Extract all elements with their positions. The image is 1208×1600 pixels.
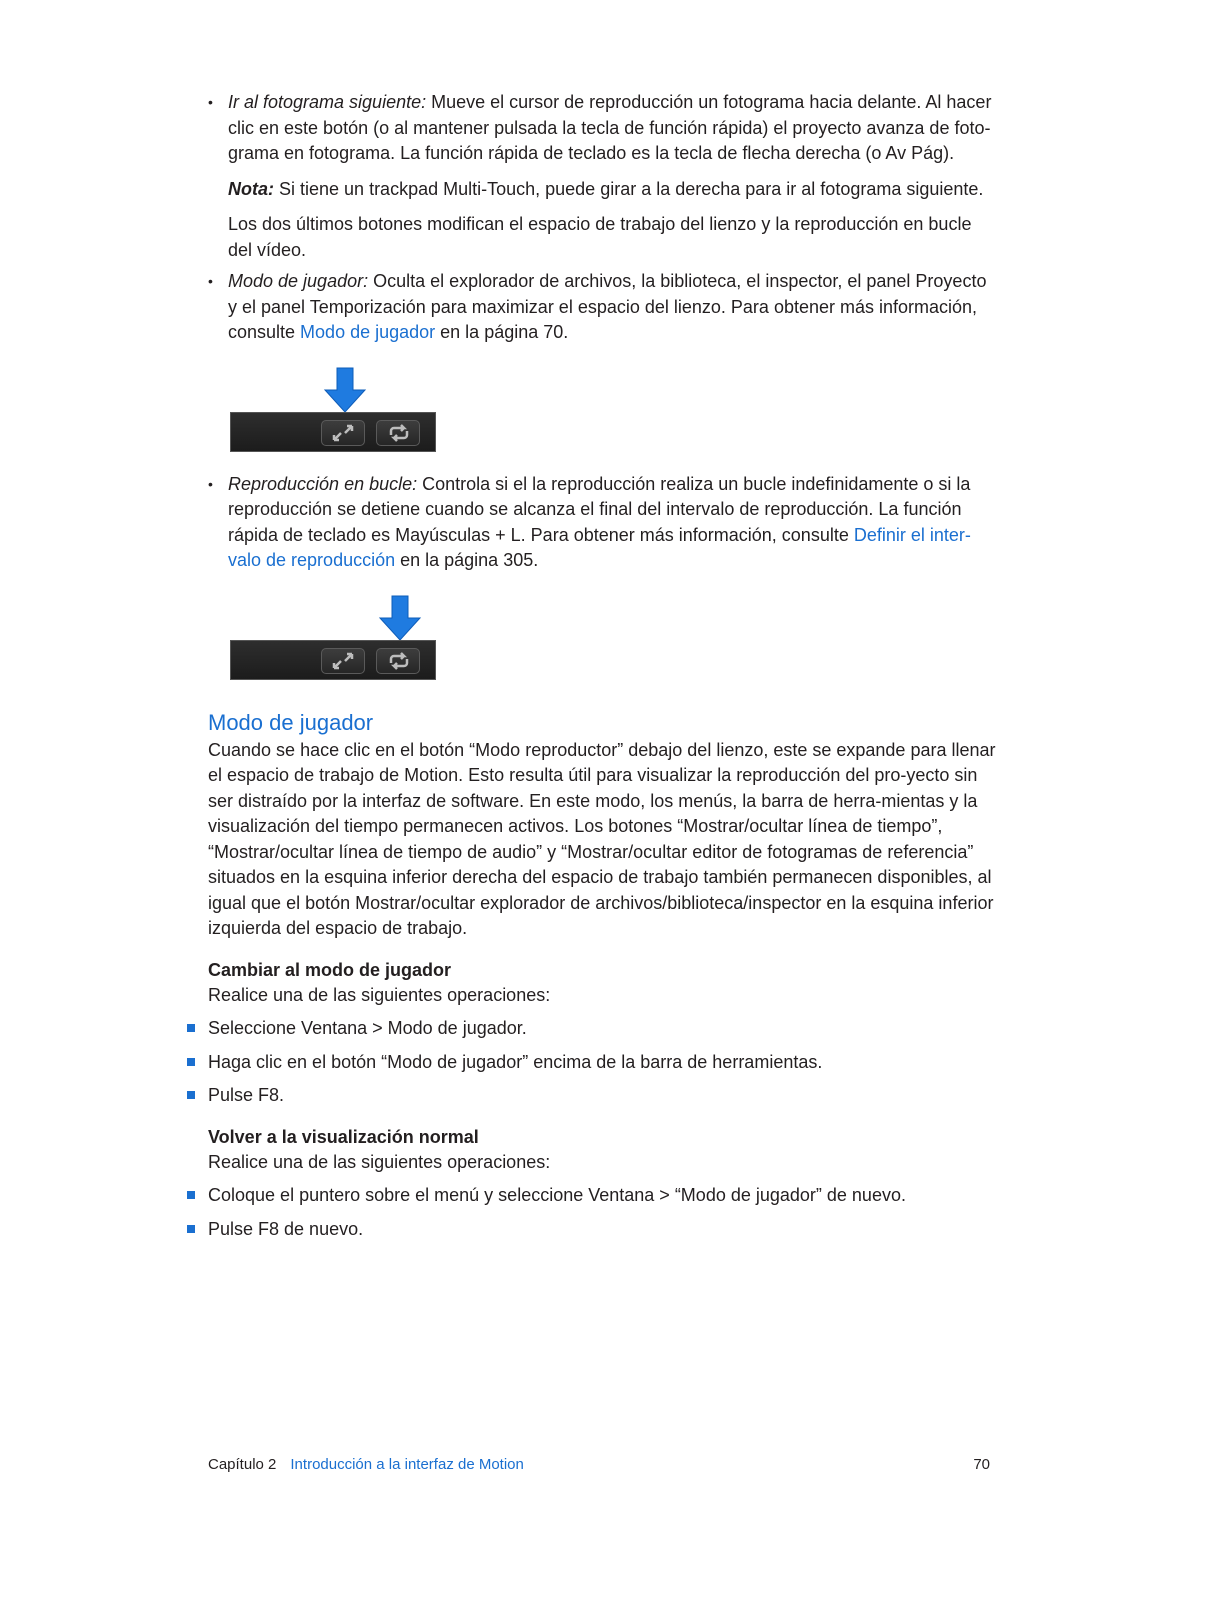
square-bullet-icon	[187, 1058, 195, 1066]
term-next-frame: Ir al fotograma siguiente:	[228, 92, 427, 112]
arrow-down-icon	[320, 366, 370, 416]
square-bullet-icon	[187, 1024, 195, 1032]
bullet-dot: •	[208, 475, 213, 492]
text-player-mode: Oculta el explorador de archivos, la biblioteca, el inspector, el panel Proyecto y el panel Temporización para maximizar el espacio del lienzo. Para obtener más información, consulte	[228, 271, 987, 342]
loop-icon	[387, 424, 411, 442]
term-loop: Reproducción en bucle:	[228, 473, 418, 494]
figure-loop-button	[230, 594, 440, 680]
bullet-next-frame	[208, 90, 998, 167]
task1-intro: Realice una de las siguientes operaciones:	[208, 984, 551, 1005]
text-loop: Controla si el la reproducción realiza un bucle indefinidamente o si la reproducción se detiene cuando se alcanza el final del intervalo de reproducción. La función rápida de teclado es Mayúsculas + L. Para obtener más información, consulte	[228, 473, 971, 545]
task2-title: Volver a la visualización normal	[208, 1126, 479, 1147]
after-player-mode: en la página 70.	[435, 322, 569, 342]
loop-button[interactable]	[376, 648, 420, 674]
link-player-mode[interactable]: Modo de jugador	[300, 322, 436, 342]
square-bullet-icon	[187, 1225, 195, 1233]
note-label: Nota:	[228, 178, 274, 199]
task2-step: Pulse F8 de nuevo.	[208, 1217, 998, 1243]
after-loop: en la página 305.	[395, 550, 539, 570]
term-player-mode: Modo de jugador:	[228, 271, 369, 291]
toolbar-bar	[230, 640, 436, 680]
expand-icon	[332, 652, 354, 670]
footer-chapter: Capítulo 2	[208, 1456, 277, 1473]
text-next-frame: Mueve el cursor de reproducción un fotograma hacia delante. Al hacer clic en este botón (o al mantener pulsada la tecla de función rápida) el proyecto avanza de foto-grama en fotograma. La función rápida de teclado es la tecla de flecha derecha (o Av Pág).	[228, 92, 992, 163]
task1-title: Cambiar al modo de jugador	[208, 959, 452, 980]
section-title: Modo de jugador	[208, 709, 374, 735]
square-bullet-icon	[187, 1191, 195, 1199]
note-paragraph	[208, 177, 998, 203]
bullet-dot: •	[208, 94, 213, 110]
toolbar-bar	[230, 412, 436, 452]
section-body: Cuando se hace clic en el botón “Modo reproductor” debajo del lienzo, este se expande para llenar el espacio de trabajo de Motion. Esto resulta útil para visualizar la reproducción del pro-yecto sin ser distraído por la interfaz de software. En este modo, los menús, la barra de herra-mientas y la visualización del tiempo permanecen activos. Los botones “Mostrar/ocultar línea de tiempo”, “Mostrar/ocultar línea de tiempo de audio” y “Mostrar/ocultar editor de fotogramas de referencia” situados en la esquina inferior derecha del espacio de trabajo también permanecen disponibles, al igual que el botón Mostrar/ocultar explorador de archivos/biblioteca/inspector en la esquina inferior izquierda del espacio de trabajo.	[208, 739, 996, 938]
page-footer	[208, 1456, 990, 1473]
task2-intro: Realice una de las siguientes operaciones:	[208, 1151, 551, 1172]
loop-button[interactable]	[376, 420, 420, 446]
footer-page-number: 70	[973, 1456, 990, 1473]
note-text: Si tiene un trackpad Multi-Touch, puede girar a la derecha para ir al fotograma siguiente.	[274, 178, 984, 199]
footer-chapter-title[interactable]: Introducción a la interfaz de Motion	[290, 1456, 524, 1473]
arrow-down-icon	[375, 594, 425, 644]
page-content	[208, 90, 998, 1242]
loop-icon	[387, 652, 411, 670]
link-playback-range[interactable]: Definir el inter-valo de reproducción	[228, 524, 971, 570]
last-two-paragraph: Los dos últimos botones modifican el espacio de trabajo del lienzo y la reproducción en bucle del vídeo.	[228, 214, 972, 260]
task1-step: Seleccione Ventana > Modo de jugador.	[208, 1016, 998, 1042]
bullet-player-mode	[208, 269, 998, 346]
figure-player-mode-button	[230, 366, 440, 452]
expand-icon	[332, 424, 354, 442]
task1-step: Haga clic en el botón “Modo de jugador” encima de la barra de herramientas.	[208, 1050, 998, 1076]
task1-step: Pulse F8.	[208, 1083, 998, 1109]
player-mode-button[interactable]	[321, 420, 365, 446]
square-bullet-icon	[187, 1091, 195, 1099]
bullet-dot: •	[208, 273, 213, 289]
task2-step: Coloque el puntero sobre el menú y seleccione Ventana > “Modo de jugador” de nuevo.	[208, 1183, 998, 1209]
player-mode-button[interactable]	[321, 648, 365, 674]
bullet-loop	[208, 472, 998, 574]
